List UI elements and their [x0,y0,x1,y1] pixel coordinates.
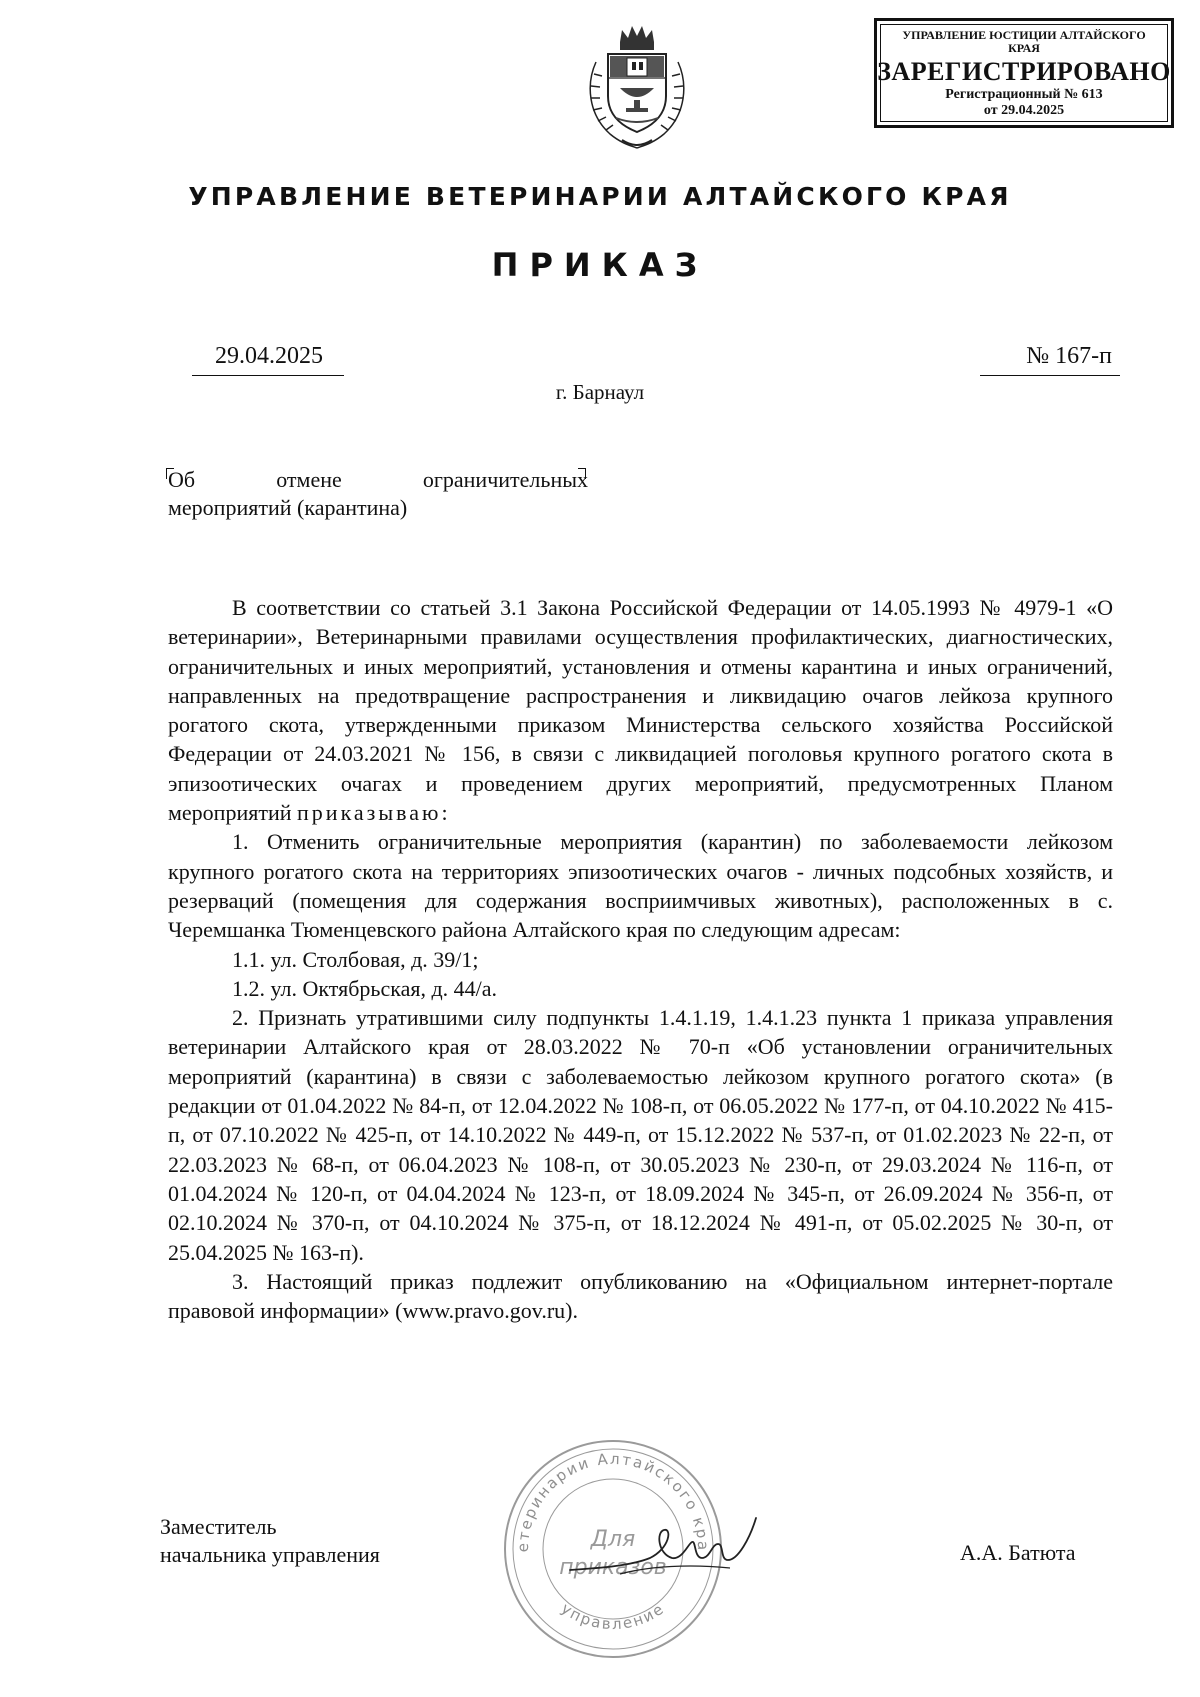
order-word: приказываю [297,800,442,826]
document-date: 29.04.2025 [215,343,323,369]
seal-center-line-2: приказов [559,1555,667,1580]
document-number: № 167-п [1026,343,1112,369]
item-1: 1. Отменить ограничительные мероприятия (карантин) по заболеваемости лейкозом крупного рогатого скота на территориях эпизоотических очагов - личных подсобных хозяйств, и резерваций (помещения для содержания восприимчивых животных), расположенных в с. Черемшанка Тюменцевского района Алтайского края по следующим адресам: [168,829,1113,943]
subject-line-2: мероприятий (карантина) [168,495,408,520]
document-body [168,593,1113,1325]
subject-word: ограничительных [422,467,588,492]
seal-ring-text-bottom: управление [557,1599,669,1634]
document-type: ПРИКАЗ [491,246,709,284]
signatory-position-line-1: Заместитель [160,1514,277,1539]
signatory-position [160,1513,380,1569]
item-2: 2. Признать утратившими силу подпункты 1.4.1.19, 1.4.1.23 пункта 1 приказа управления ветеринарии Алтайского края от 28.03.2022 № 70-п «Об установлении ограничительных мероприятий (карантина) в связи с заболеваемостью лейкозом крупного рогатого скота» (в редакции от 01.04.2022 № 84-п, от 12.04.2022 № 108-п, от 06.05.2022 № 177-п, от 04.10.2022 № 415-п, от 07.10.2022 № 425-п, от 14.10.2022 № 449-п, от 15.12.2022 № 537-п, от 01.02.2023 № 22-п, от 22.03.2023 № 68-п, от 06.04.2023 № 108-п, от 30.05.2023 № 230-п, от 29.03.2024 № 116-п, от 01.04.2024 № 120-п, от 04.04.2024 № 123-п, от 18.09.2024 № 345-п, от 26.09.2024 № 356-п, от 02.10.2024 № 370-п, от 04.10.2024 № 375-п, от 18.12.2024 № 491-п, от 05.02.2025 № 30-п, от 25.04.2025 № 163-п). [168,1005,1113,1265]
order-colon: : [441,800,448,826]
seal-center-line-1: Для [590,1527,636,1552]
subject-line-1 [168,466,588,494]
number-underline [980,375,1120,376]
subject-word: Об [168,467,196,492]
item-1-1: 1.1. ул. Столбовая, д. 39/1; [232,946,479,972]
seal-ring-text: етеринарии Алтайского кра [513,1449,713,1553]
preamble-text: В соответствии со статьей 3.1 Закона Российской Федерации от 14.05.1993 № 4979-1 «О ветеринарии», Ветеринарными правилами осуществления профилактических, диагностических, ограничительных и иных мероприятий, установления и отмены карантина и иных ограничений, направленных на предотвращение распространения и ликвидацию очагов лейкоза крупного рогатого скота, утвержденными приказом Министерства сельского хозяйства Российской Федерации от 24.03.2021 № 156, в связи с ликвидацией поголовья крупного рогатого скота в эпизоотических очагах и проведением других мероприятий, предусмотренных Планом мероприятий [168,595,1113,826]
document-subject [168,466,588,522]
handwritten-signature [560,1508,790,1588]
document-place: г. Барнаул [555,380,645,404]
organization-title: УПРАВЛЕНИЕ ВЕТЕРИНАРИИ АЛТАЙСКОГО КРАЯ [188,182,1012,211]
svg-text:управление [558,1599,668,1633]
coat-of-arms-icon [582,22,692,154]
registration-stamp-title: ЗАРЕГИСТРИРОВАНО [877,57,1171,86]
registration-stamp [874,18,1174,128]
subject-word: отмене [276,467,342,492]
registration-number: Регистрационный № 613 [945,87,1103,102]
registration-stamp-org: УПРАВЛЕНИЕ ЮСТИЦИИ АЛТАЙСКОГО КРАЯ [902,28,1146,55]
signatory-name: А.А. Батюта [960,1540,1076,1565]
date-underline [192,375,344,376]
preamble-paragraph [168,593,1113,827]
item-3: 3. Настоящий приказ подлежит опубликованию на «Официальном интернет-портале правовой информации» (www.pravo.gov.ru). [168,1268,1113,1324]
item-1-2: 1.2. ул. Октябрьская, д. 44/а. [232,975,498,1001]
registration-date: от 29.04.2025 [983,103,1065,118]
signatory-position-line-2: начальника управления [160,1542,380,1567]
